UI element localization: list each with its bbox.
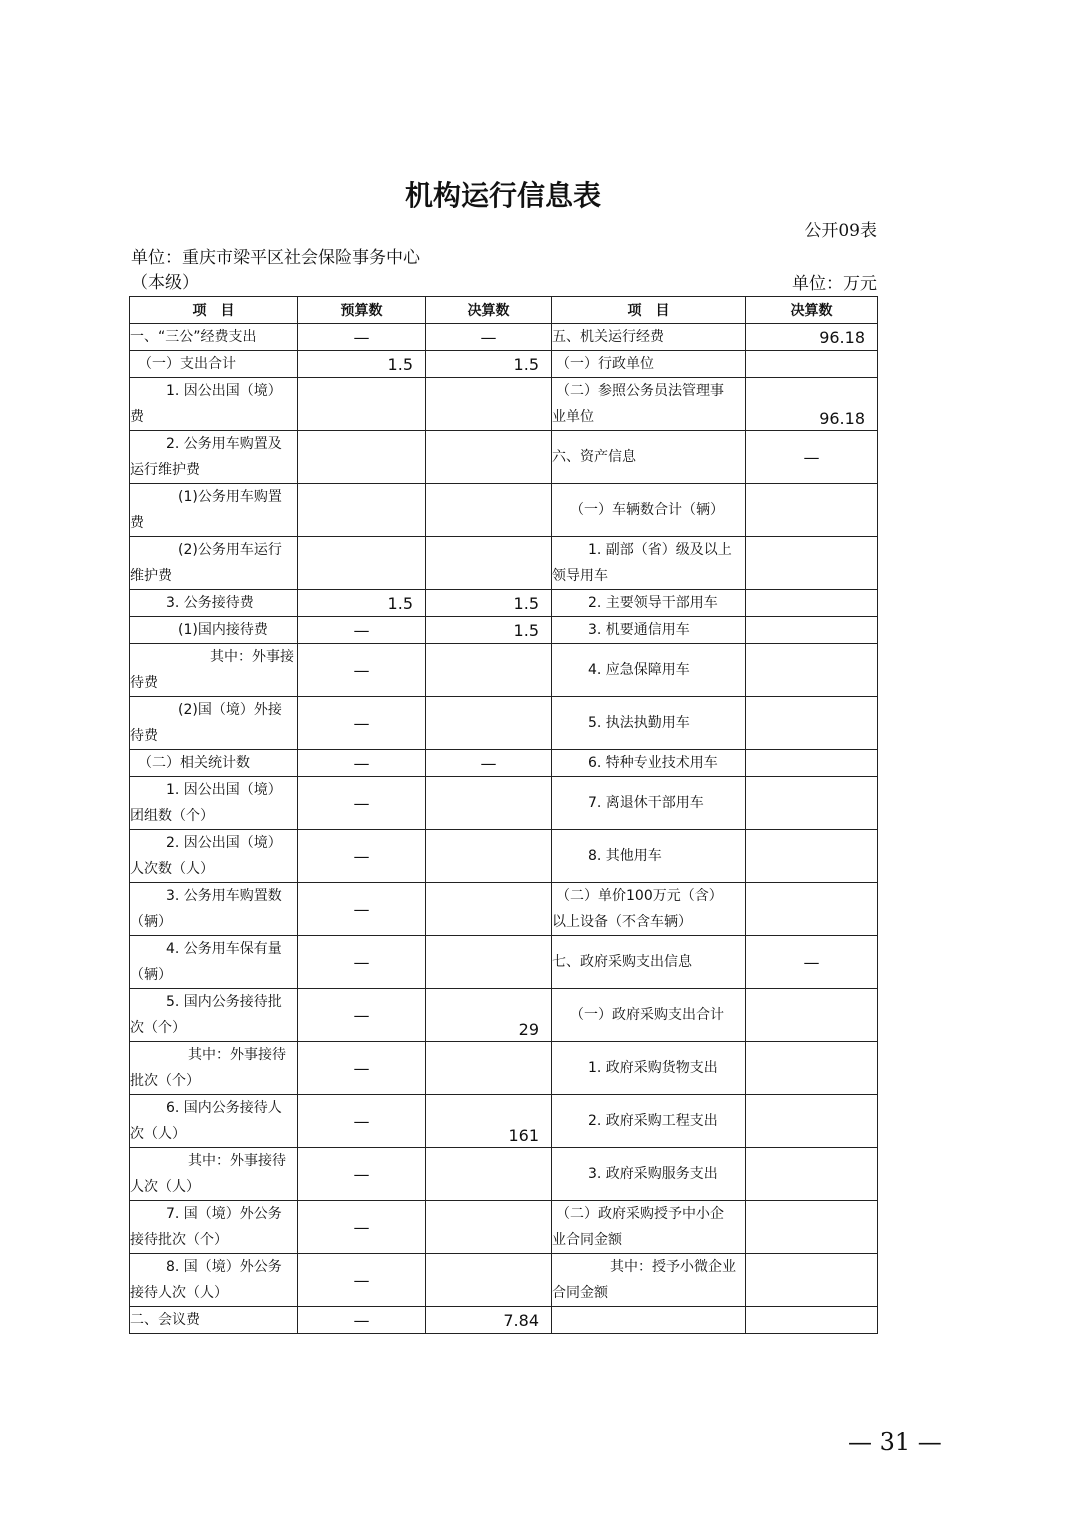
header-final-right: 决算数	[746, 297, 878, 324]
table-row	[130, 351, 878, 378]
final-cell: 1.5	[426, 617, 552, 644]
budget-cell	[298, 378, 426, 431]
item-cell-line: 2. 公务用车购置及	[166, 436, 282, 452]
item-cell-line: 其中：外事接待	[188, 1153, 286, 1169]
final-right-cell	[746, 644, 878, 697]
budget-cell: —	[298, 697, 426, 750]
item-right-cell-line: 业合同金额	[552, 1232, 622, 1248]
budget-cell	[298, 431, 426, 484]
budget-cell	[298, 537, 426, 590]
item-right-cell	[552, 1095, 746, 1148]
item-right-cell	[552, 777, 746, 830]
item-right-cell-line: 3. 政府采购服务支出	[588, 1166, 718, 1182]
page-title: 机构运行信息表	[404, 179, 601, 212]
final-right-cell	[746, 537, 878, 590]
item-cell-line: 3. 公务接待费	[166, 595, 254, 611]
table-row	[130, 1201, 878, 1254]
final-right-cell	[746, 750, 878, 777]
final-right-cell	[746, 830, 878, 883]
table-row	[130, 1148, 878, 1201]
item-cell	[130, 324, 298, 351]
item-right-cell	[552, 431, 746, 484]
item-right-cell-line: 7. 离退休干部用车	[588, 795, 704, 811]
item-right-cell	[552, 590, 746, 617]
item-cell-line: 一、“三公”经费支出	[130, 329, 257, 345]
item-cell	[130, 936, 298, 989]
item-right-cell-line: 七、政府采购支出信息	[552, 954, 692, 970]
item-cell-line: 接待人次（人）	[130, 1285, 228, 1301]
table-number: 公开09表	[804, 221, 877, 241]
currency-unit: 单位：万元	[792, 274, 877, 294]
header-budget: 预算数	[298, 297, 426, 324]
item-cell-line: 费	[130, 515, 144, 531]
budget-cell: —	[298, 1254, 426, 1307]
item-cell-line: 4. 公务用车保有量	[166, 941, 282, 957]
final-cell: 1.5	[426, 351, 552, 378]
header-item: 项 目	[130, 297, 298, 324]
item-cell-line: 二、会议费	[130, 1312, 200, 1328]
budget-cell: —	[298, 883, 426, 936]
table-row	[130, 324, 878, 351]
budget-cell: —	[298, 750, 426, 777]
item-cell	[130, 431, 298, 484]
table-row	[130, 537, 878, 590]
final-cell	[426, 830, 552, 883]
table-row	[130, 617, 878, 644]
item-right-cell-line: （一）车辆数合计（辆）	[570, 502, 724, 518]
final-right-cell	[746, 697, 878, 750]
item-right-cell-line: 业单位	[552, 409, 594, 425]
table-row	[130, 830, 878, 883]
final-cell: —	[426, 324, 552, 351]
item-cell	[130, 1307, 298, 1334]
item-cell-line: 人次数（人）	[130, 861, 214, 877]
budget-cell: —	[298, 1042, 426, 1095]
item-cell	[130, 697, 298, 750]
final-cell	[426, 697, 552, 750]
item-right-cell	[552, 644, 746, 697]
budget-cell: —	[298, 936, 426, 989]
budget-cell: —	[298, 777, 426, 830]
table-row	[130, 1042, 878, 1095]
final-cell	[426, 1148, 552, 1201]
item-cell-line: （一）支出合计	[138, 356, 236, 372]
item-right-cell	[552, 697, 746, 750]
final-right-cell	[746, 1042, 878, 1095]
final-cell	[426, 1254, 552, 1307]
final-cell	[426, 777, 552, 830]
final-right-cell	[746, 351, 878, 378]
item-right-cell	[552, 351, 746, 378]
item-cell-line: (1)公务用车购置	[178, 489, 282, 505]
item-right-cell	[552, 1201, 746, 1254]
table-row	[130, 777, 878, 830]
item-cell	[130, 750, 298, 777]
item-cell-line: 接待批次（个）	[130, 1232, 228, 1248]
budget-cell: —	[298, 644, 426, 697]
item-right-cell	[552, 1042, 746, 1095]
item-right-cell-line: 领导用车	[552, 568, 608, 584]
table-row	[130, 883, 878, 936]
final-right-cell	[746, 883, 878, 936]
final-right-cell	[746, 1095, 878, 1148]
item-right-cell-line: 1. 政府采购货物支出	[588, 1060, 718, 1076]
final-cell	[426, 644, 552, 697]
final-right-cell: —	[746, 936, 878, 989]
item-right-cell-line: 以上设备（不含车辆）	[552, 914, 692, 930]
item-cell-line: （辆）	[130, 967, 172, 983]
item-cell	[130, 883, 298, 936]
item-cell-line: (2)公务用车运行	[178, 542, 282, 558]
final-right-cell	[746, 484, 878, 537]
final-right-cell	[746, 1148, 878, 1201]
item-cell-line: 2. 因公出国（境）	[166, 835, 282, 851]
final-right-cell	[746, 777, 878, 830]
table-row	[130, 1254, 878, 1307]
table-row	[130, 484, 878, 537]
table-row	[130, 644, 878, 697]
final-right-cell	[746, 1254, 878, 1307]
final-right-cell: 96.18	[746, 378, 878, 431]
item-right-cell-line: （一）政府采购支出合计	[570, 1007, 724, 1023]
item-right-cell	[552, 324, 746, 351]
item-cell-line: 团组数（个）	[130, 808, 214, 824]
item-cell	[130, 777, 298, 830]
item-cell	[130, 378, 298, 431]
final-right-cell	[746, 617, 878, 644]
final-cell	[426, 883, 552, 936]
table-row	[130, 590, 878, 617]
item-cell-line: (1)国内接待费	[178, 622, 268, 638]
item-cell	[130, 830, 298, 883]
item-right-cell	[552, 883, 746, 936]
item-cell-line: 运行维护费	[130, 462, 200, 478]
table-header-row	[130, 297, 878, 324]
item-cell	[130, 617, 298, 644]
final-cell: 29	[426, 989, 552, 1042]
item-cell-line: (2)国（境）外接	[178, 702, 282, 718]
item-cell	[130, 351, 298, 378]
item-right-cell-line: 1. 副部（省）级及以上	[588, 542, 732, 558]
item-cell-line: （二）相关统计数	[138, 755, 250, 771]
final-right-cell	[746, 989, 878, 1042]
final-cell: —	[426, 750, 552, 777]
operation-info-table	[129, 296, 878, 1334]
item-cell	[130, 1148, 298, 1201]
table-row	[130, 378, 878, 431]
table-row	[130, 1307, 878, 1334]
item-cell	[130, 1095, 298, 1148]
item-cell-line: 次（人）	[130, 1126, 186, 1142]
item-right-cell-line: （二）单价100万元（含）	[556, 888, 723, 904]
final-cell: 7.84	[426, 1307, 552, 1334]
item-cell-line: 次（个）	[130, 1020, 186, 1036]
budget-cell: —	[298, 989, 426, 1042]
item-cell	[130, 590, 298, 617]
item-cell	[130, 989, 298, 1042]
final-cell	[426, 1042, 552, 1095]
item-right-cell-line: 4. 应急保障用车	[588, 662, 690, 678]
budget-cell: —	[298, 1095, 426, 1148]
item-cell-line: 人次（人）	[130, 1179, 200, 1195]
item-cell-line: 1. 因公出国（境）	[166, 782, 282, 798]
table-row	[130, 936, 878, 989]
item-cell-line: （辆）	[130, 914, 172, 930]
item-right-cell-line: （一）行政单位	[556, 356, 654, 372]
item-cell-line: 3. 公务用车购置数	[166, 888, 282, 904]
item-cell-line: 8. 国（境）外公务	[166, 1259, 282, 1275]
item-right-cell-line: 合同金额	[552, 1285, 608, 1301]
item-cell	[130, 537, 298, 590]
final-cell	[426, 378, 552, 431]
final-cell	[426, 1201, 552, 1254]
item-right-cell-line: 8. 其他用车	[588, 848, 662, 864]
table-row	[130, 431, 878, 484]
item-cell-line: 费	[130, 409, 144, 425]
reporting-unit: 单位：重庆市梁平区社会保险事务中心（本级）	[131, 248, 420, 293]
item-right-cell-line: 5. 执法执勤用车	[588, 715, 690, 731]
item-right-cell	[552, 750, 746, 777]
item-cell-line: 6. 国内公务接待人	[166, 1100, 282, 1116]
page-number: — 31 —	[848, 1428, 942, 1456]
final-right-cell: 96.18	[746, 324, 878, 351]
budget-cell: —	[298, 1201, 426, 1254]
item-right-cell-line: 3. 机要通信用车	[588, 622, 690, 638]
item-right-cell-line: 六、资产信息	[552, 449, 636, 465]
budget-cell: —	[298, 1148, 426, 1201]
item-cell	[130, 644, 298, 697]
final-right-cell	[746, 590, 878, 617]
budget-cell: —	[298, 617, 426, 644]
table-row	[130, 750, 878, 777]
item-right-cell	[552, 378, 746, 431]
budget-cell: —	[298, 1307, 426, 1334]
final-cell	[426, 537, 552, 590]
item-right-cell	[552, 936, 746, 989]
table-row	[130, 989, 878, 1042]
budget-cell: 1.5	[298, 351, 426, 378]
item-right-cell-line: 五、机关运行经费	[552, 329, 664, 345]
final-right-cell	[746, 1201, 878, 1254]
item-cell-line: 维护费	[130, 568, 172, 584]
item-cell	[130, 1201, 298, 1254]
budget-cell: —	[298, 830, 426, 883]
item-right-cell	[552, 1307, 746, 1334]
item-right-cell-line: 2. 主要领导干部用车	[588, 595, 718, 611]
item-right-cell	[552, 989, 746, 1042]
final-cell: 161	[426, 1095, 552, 1148]
final-cell	[426, 431, 552, 484]
item-cell-line: 待费	[130, 728, 158, 744]
final-cell	[426, 484, 552, 537]
table-row	[130, 697, 878, 750]
item-right-cell	[552, 617, 746, 644]
item-cell	[130, 484, 298, 537]
budget-cell	[298, 484, 426, 537]
item-right-cell	[552, 1254, 746, 1307]
table-row	[130, 1095, 878, 1148]
item-right-cell-line: 其中：授予小微企业	[610, 1259, 736, 1275]
final-right-cell: —	[746, 431, 878, 484]
header-final: 决算数	[426, 297, 552, 324]
item-cell-line: 5. 国内公务接待批	[166, 994, 282, 1010]
item-cell-line: 其中：外事接待	[188, 1047, 286, 1063]
item-cell-line: 7. 国（境）外公务	[166, 1206, 282, 1222]
item-cell-line: 批次（个）	[130, 1073, 200, 1089]
item-right-cell	[552, 830, 746, 883]
final-cell: 1.5	[426, 590, 552, 617]
item-cell	[130, 1254, 298, 1307]
budget-cell: 1.5	[298, 590, 426, 617]
item-right-cell	[552, 537, 746, 590]
item-right-cell-line: （二）参照公务员法管理事	[556, 383, 724, 399]
item-right-cell-line: 2. 政府采购工程支出	[588, 1113, 718, 1129]
item-right-cell	[552, 484, 746, 537]
item-right-cell-line: （二）政府采购授予中小企	[556, 1206, 724, 1222]
header-item-right: 项 目	[552, 297, 746, 324]
item-cell	[130, 1042, 298, 1095]
item-right-cell-line: 6. 特种专业技术用车	[588, 755, 718, 771]
item-cell-line: 待费	[130, 675, 158, 691]
item-right-cell	[552, 1148, 746, 1201]
budget-cell: —	[298, 324, 426, 351]
final-right-cell	[746, 1307, 878, 1334]
item-cell-line: 1. 因公出国（境）	[166, 383, 282, 399]
item-cell-line: 其中：外事接	[210, 649, 294, 665]
final-cell	[426, 936, 552, 989]
